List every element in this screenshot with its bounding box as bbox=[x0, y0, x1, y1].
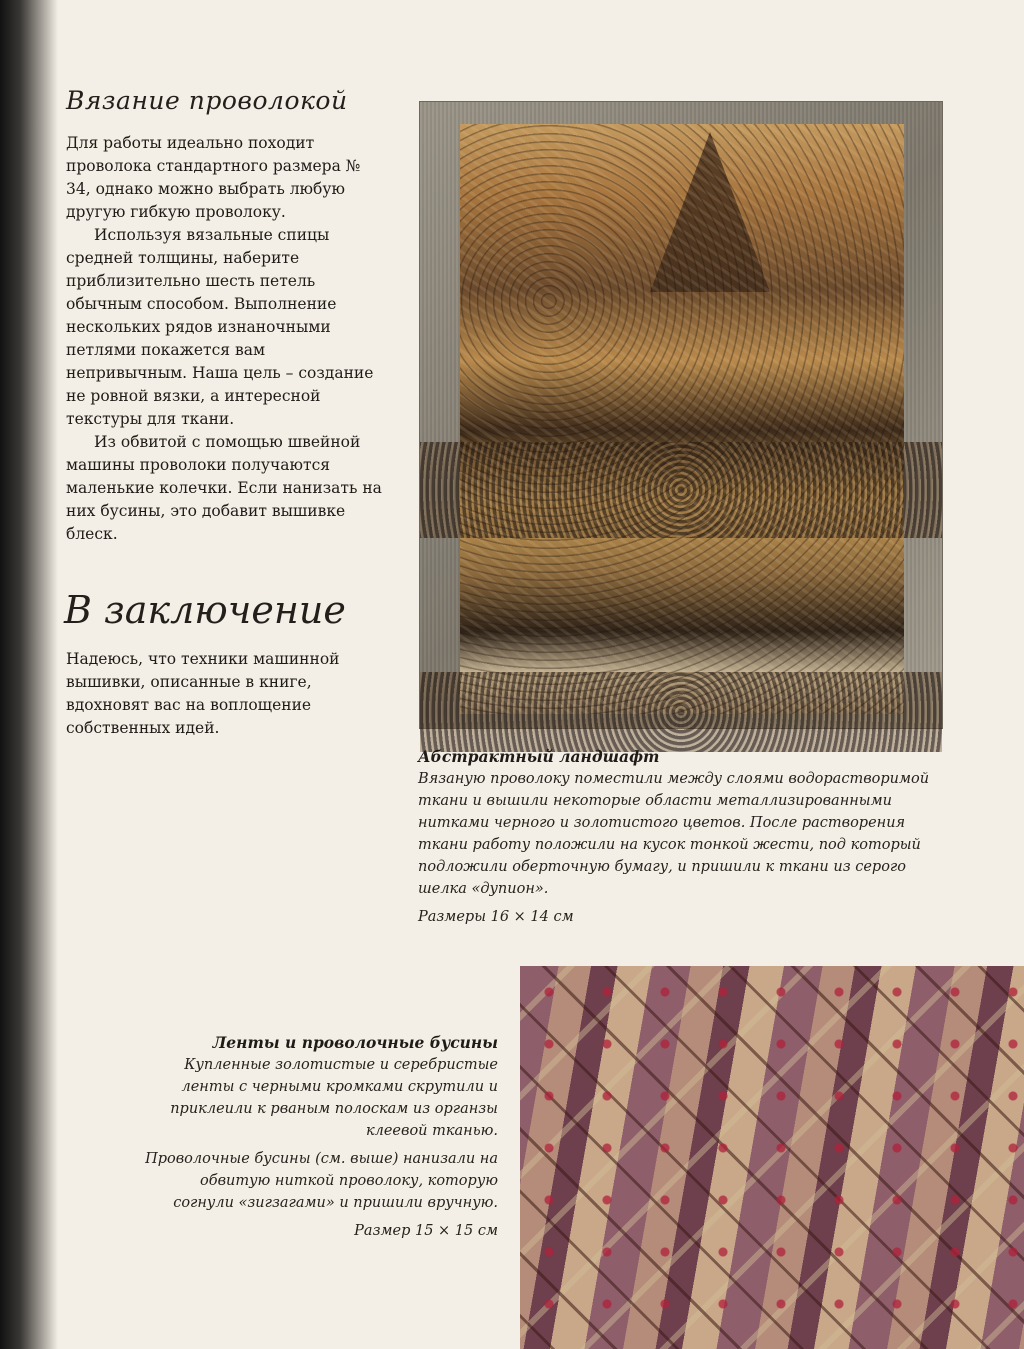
caption-text: Проволочные бусины (см. выше) нанизали на обвитую ниткой проволоку, которую согнули «зигзагами» и пришили вручную. bbox=[145, 1151, 498, 1211]
photo-wire-beads bbox=[520, 966, 1024, 1349]
caption-size: Размер 15 × 15 см bbox=[354, 1223, 498, 1239]
photo-ribbons-beads bbox=[520, 966, 1024, 1349]
caption-text: Вязаную проволоку поместили между слоями водорастворимой ткани и вышили некоторые области металлизированными нитками черного и золотистого цветов. После растворения ткани работу положили на кусок тонкой жести, под который подложили оберточную бумагу, и пришили к ткани из серого шелка «дупион». bbox=[418, 771, 930, 897]
caption-title: Ленты и проволочные бусины bbox=[212, 1033, 498, 1052]
section-title-wire-knitting: Вязание проволокой bbox=[66, 86, 348, 115]
paragraph: Из обвитой с помощью швейной машины проволоки получаются маленькие колечки. Если нанизать на них бусины, это добавит вышивке блеск. bbox=[66, 433, 382, 543]
section-body-conclusion bbox=[66, 648, 386, 740]
caption-abstract-landscape bbox=[418, 746, 958, 928]
photo-wire-mesh bbox=[460, 124, 904, 714]
caption-ribbons-beads bbox=[140, 1032, 498, 1242]
caption-size: Размеры 16 × 14 см bbox=[418, 909, 574, 925]
binding-shadow bbox=[0, 0, 58, 1349]
paragraph: Для работы идеально походит проволока стандартного размера № 34, однако можно выбрать любую другую гибкую проволоку. bbox=[66, 134, 361, 221]
caption-title: Абстрактный ландшафт bbox=[418, 747, 660, 766]
paragraph: Используя вязальные спицы средней толщины, наберите приблизительно шесть петель обычным способом. Выполнение нескольких рядов изнаночными петлями покажется вам непривычным. Наша цель – создание не ровной вязки, а интересной текстуры для ткани. bbox=[66, 226, 374, 428]
paragraph: Надеюсь, что техники машинной вышивки, описанные в книге, вдохновят вас на воплощение собственных идей. bbox=[66, 650, 340, 737]
section-body-wire-knitting bbox=[66, 132, 386, 546]
section-title-conclusion: В заключение bbox=[64, 588, 346, 632]
caption-text: Купленные золотистые и серебристые ленты с черными кромками скрутили и приклеили к рваным полоскам из органзы клеевой тканью. bbox=[170, 1057, 498, 1139]
photo-abstract-landscape bbox=[420, 102, 942, 728]
